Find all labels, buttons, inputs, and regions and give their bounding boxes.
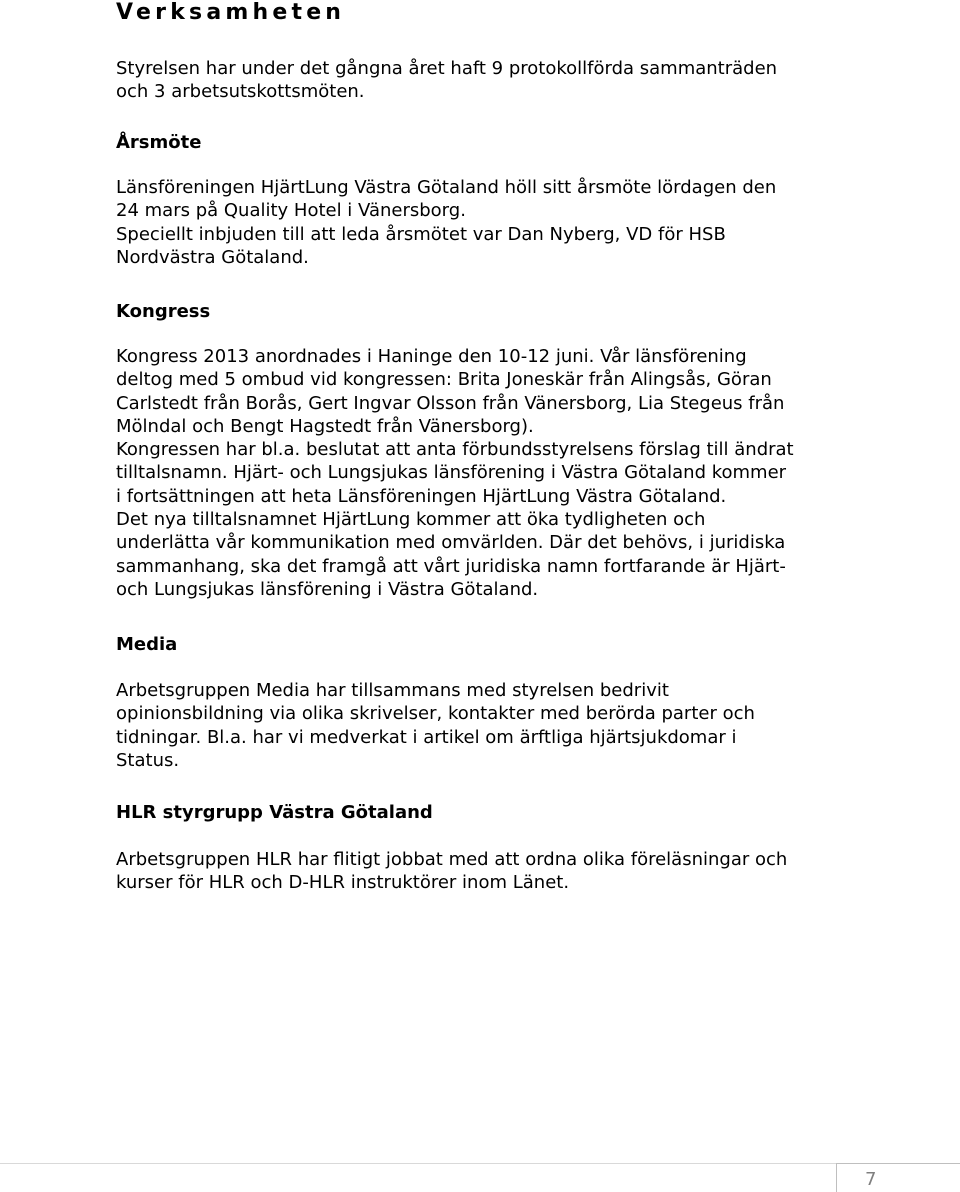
section-heading-arsmote: Årsmöte	[116, 132, 202, 153]
page-title: Verksamheten	[116, 0, 346, 25]
section-body-kongress: Kongress 2013 anordnades i Haninge den 10-12 juni. Vår länsförening deltog med 5 ombud vid kongressen: Brita Joneskär från Alingsås, Göran Carlstedt från Borås, Gert Ingvar Olsson från Vänersborg, Lia Stegeus från Mölndal och Bengt Hagstedt från Vänersborg). Kongressen har bl.a. beslutat att anta förbundsstyrelsens förslag till ändrat tilltalsnamn. Hjärt- och Lungsjukas länsförening i Västra Götaland kommer i fortsättningen att heta Länsföreningen HjärtLung Västra Götaland. Det nya tilltalsnamnet HjärtLung kommer att öka tydligheten och underlätta vår kommunikation med omvärlden. Där det behövs, i juridiska sammanhang, ska det framgå att vårt juridiska namn fortfarande är Hjärt- och Lungsjukas länsförening i Västra Götaland.	[116, 346, 794, 600]
footer-rule	[0, 1163, 836, 1164]
section-heading-hlr: HLR styrgrupp Västra Götaland	[116, 802, 433, 823]
page-number-box	[836, 1163, 960, 1192]
intro-paragraph: Styrelsen har under det gångna året haft 9 protokollförda sammanträden och 3 arbetsutskottsmöten.	[116, 58, 778, 103]
section-heading-media: Media	[116, 634, 178, 655]
page-number: 7	[865, 1169, 877, 1190]
section-body-media: Arbetsgruppen Media har tillsammans med styrelsen bedrivit opinionsbildning via olika skrivelser, kontakter med berörda parter och tidningar. Bl.a. har vi medverkat i artikel om ärftliga hjärtsjukdomar i Status.	[116, 680, 755, 771]
section-heading-kongress: Kongress	[116, 301, 211, 322]
section-body-hlr: Arbetsgruppen HLR har flitigt jobbat med att ordna olika föreläsningar och kurser för HLR och D-HLR instruktörer inom Länet.	[116, 849, 788, 894]
section-body-arsmote: Länsföreningen HjärtLung Västra Götaland höll sitt årsmöte lördagen den 24 mars på Quality Hotel i Vänersborg. Speciellt inbjuden till att leda årsmötet var Dan Nyberg, VD för HSB Nordvästra Götaland.	[116, 177, 777, 268]
